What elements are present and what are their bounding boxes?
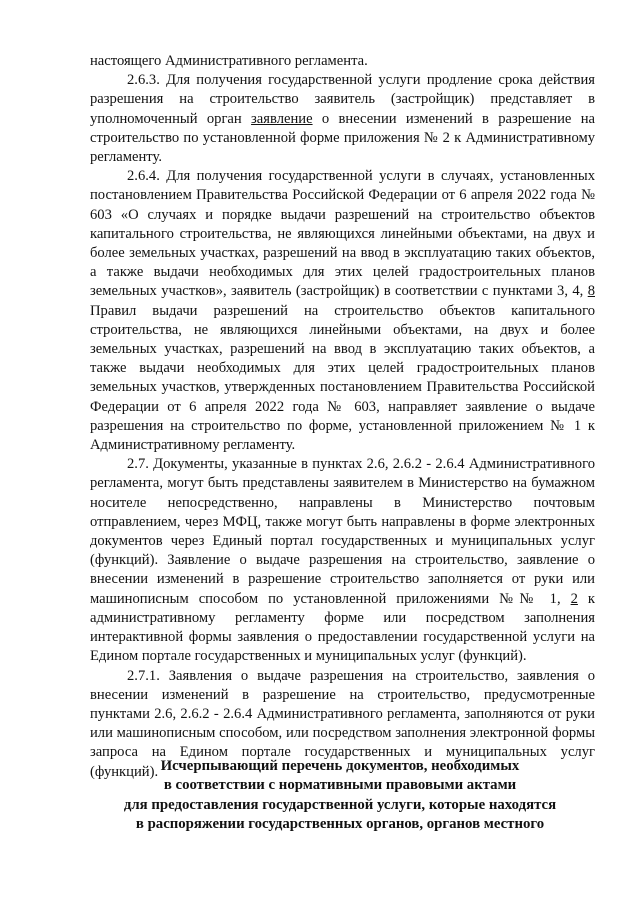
heading-line: в соответствии с нормативными правовыми актами <box>163 777 517 794</box>
paragraph-text: 2.7. Документы, указанные в пунктах 2.6, 2.6.2 - 2.6.4 Административного регламента, могут быть представлены заявителем в Министерство на бумажном носителе непосредственно, направлены в Министерство почтовым отправлением, через МФЦ, также могут быть направлены в форме электронных документов через Единый портал государственных и муниципальных услуг (функций). Заявление о выдаче разрешения на строительство, заявление о внесении изменений в разрешение строительство заполняется от руки или машинописным способом по установленной приложениями №№ 1, <box>90 456 595 607</box>
paragraph-2-6-4 <box>90 167 595 455</box>
rule-8-link[interactable]: 8 <box>587 283 595 300</box>
paragraph-text: 2.6.3. Для получения государственной услуги продление срока действия разрешения на строительство заявитель (застройщик) представляет в уполномоченный орган <box>90 72 595 127</box>
paragraph-text: о внесении изменений в разрешение на строительство по установленной форме приложения № 2 к Административному регламенту. <box>90 110 595 166</box>
paragraph-2-6-3 <box>90 71 595 167</box>
appendix-2-link[interactable]: 2 <box>570 590 578 607</box>
body-text <box>90 52 595 782</box>
paragraph-text: настоящего Административного регламента. <box>90 53 368 69</box>
section-heading <box>60 757 620 835</box>
paragraph-continuation <box>90 52 595 71</box>
paragraph-text: 2.6.4. Для получения государственной услуги в случаях, установленных постановлением Правительства Российской Федерации от 6 апреля 2022 года № 603 «О случаях и порядке выдачи разрешений на строительство объектов капитального строительства, не являющихся линейными объектами, на двух и более земельных участках, разрешений на ввод в эксплуатацию таких объектов, а также выдачи необходимых для этих целей градостроительных планов земельных участков», заявитель (застройщик) в соответствии с пунктами 3, 4, <box>90 168 595 300</box>
heading-line: Исчерпывающий перечень документов, необходимых <box>160 758 520 774</box>
paragraph-2-7 <box>90 455 595 666</box>
paragraph-text: 2.7.1. Заявления о выдаче разрешения на строительство, заявления о внесении изменений в разрешение на строительство, предусмотренные пунктами 2.6, 2.6.2 - 2.6.4 Административного регламента, заполняются от руки или машинописным способом, или посредством заполнения электронной формы запроса на Едином портале государственных и муниципальных услуг (функций). <box>90 667 595 780</box>
paragraph-text: Правил выдачи разрешений на строительство объектов капитального строительства, не являющихся линейными объектами, на двух и более земельных участках, разрешений на ввод в эксплуатацию таких объектов, а также выдачи необходимых для этих целей градостроительных планов земельных участков, утвержденных постановлением Правительства Российской Федерации от 6 апреля 2022 года № 603, направляет заявление о выдаче разрешения на строительство по форме, установленной приложением № 1 к Административному регламенту. <box>90 302 595 454</box>
heading-line: для предоставления государственной услуги, которые находятся <box>123 796 557 813</box>
application-link[interactable]: заявление <box>251 110 313 127</box>
paragraph-text: к административному регламенту форме или посредством заполнения интерактивной формы заявления о предоставлении государственной услуги на Едином портале государственных и муниципальных услуг (функций). <box>90 590 595 665</box>
heading-line: в распоряжении государственных органов, органов местного <box>135 816 545 833</box>
